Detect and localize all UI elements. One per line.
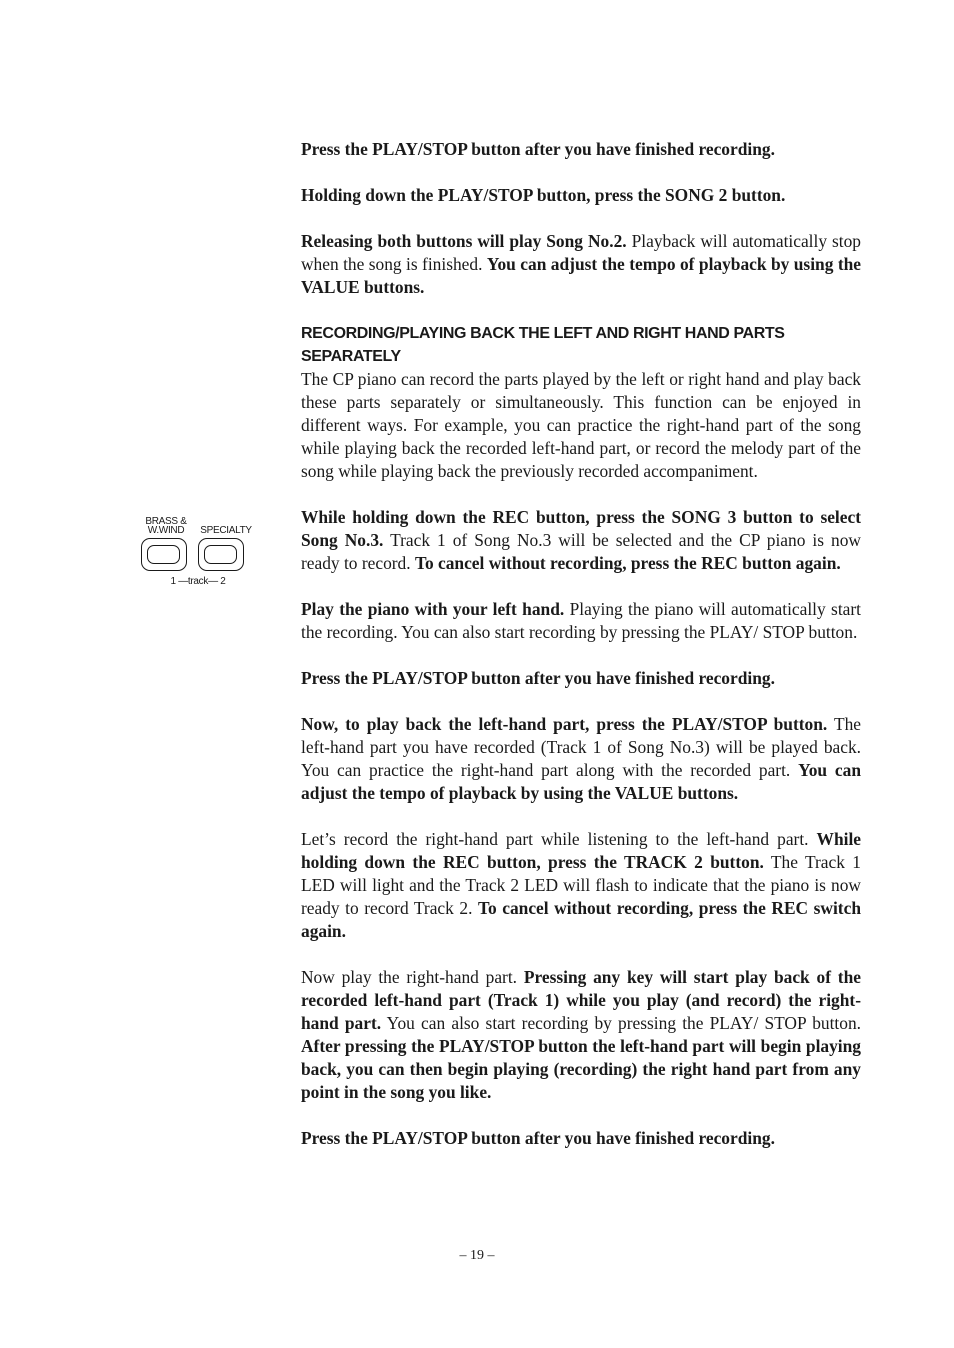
- track-buttons-illustration: [138, 516, 258, 592]
- track-1-led: [147, 545, 180, 564]
- paragraph-intro: The CP piano can record the parts played by the left or right hand and play back these parts separately or simultaneously. This function can be enjoyed in different ways. For example, you can practice the right-hand part of the song while playing back the recorded left-hand part, or record the melody part of the song while playing back the previously recorded accompaniment.: [301, 369, 861, 481]
- track-1-button[interactable]: [141, 538, 187, 571]
- track-2-button[interactable]: [198, 538, 244, 571]
- paragraph-record-right: Let’s record the right-hand part while listening to the left-hand part. While holding down the REC button, press the TRACK 2 button. The Track 1 LED will light and the Track 2 LED will flash to indicate that the piano is now ready to record Track 2. To cancel without recording, press the REC switch again.: [301, 829, 861, 941]
- paragraph-playback-song2: Releasing both buttons will play Song No.2. Playback will automatically stop when the song is finished. You can adjust the tempo of playback by using the VALUE buttons.: [301, 231, 862, 297]
- paragraph-left-hand: Play the piano with your left hand. Playing the piano will automatically start the recording. You can also start recording by pressing the PLAY/ STOP button.: [301, 599, 861, 642]
- paragraph-select-song3: While holding down the REC button, press the SONG 3 button to select Song No.3. Track 1 of Song No.3 will be selected and the CP piano is now ready to record. To cancel without recording, press the REC button again.: [301, 507, 861, 573]
- paragraph-finish-recording-1: Press the PLAY/STOP button after you have finished recording.: [301, 139, 775, 159]
- brass-wwind-label-line1: BRASS &: [145, 516, 187, 527]
- paragraph-finish-recording-3: Press the PLAY/STOP button after you have finished recording.: [301, 1128, 775, 1148]
- paragraph-play-right: Now play the right-hand part. Pressing any key will start play back of the recorded left-hand part (Track 1) while you play (and record) the right-hand part. You can also start recording by pressing the PLAY/ STOP button. After pressing the PLAY/STOP button the left-hand part will begin playing back, you can then begin playing (recording) the right hand part from any point in the song you like.: [301, 967, 861, 1102]
- brass-wwind-label-line2: W.WIND: [147, 525, 185, 536]
- paragraph-finish-recording-2: Press the PLAY/STOP button after you have finished recording.: [301, 668, 775, 688]
- track-2-led: [204, 545, 237, 564]
- paragraph-playback-left: Now, to play back the left-hand part, press the PLAY/STOP button. The left-hand part you have recorded (Track 1 of Song No.3) will be played back. You can practice the right-hand part along with the recorded part. You can adjust the tempo of playback by using the VALUE buttons.: [301, 714, 862, 803]
- page-number: – 19 –: [459, 1248, 495, 1263]
- specialty-label: SPECIALTY: [200, 525, 252, 536]
- section-heading: RECORDING/PLAYING BACK THE LEFT AND RIGHT HAND PARTS SEPARATELY: [301, 325, 785, 365]
- main-text: [301, 138, 861, 1150]
- track-label: 1 —track— 2: [170, 576, 226, 587]
- paragraph-song2: Holding down the PLAY/STOP button, press the SONG 2 button.: [301, 185, 786, 205]
